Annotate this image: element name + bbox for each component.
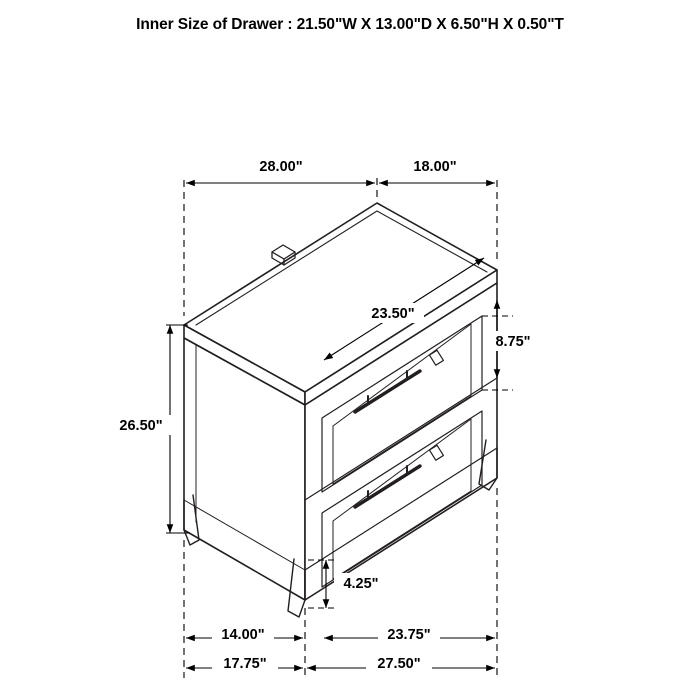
nightstand-illustration bbox=[184, 203, 497, 617]
label-base-front-right: 23.75" bbox=[387, 627, 431, 643]
page-title: Inner Size of Drawer : 21.50"W X 13.00"D X 6.50"H X 0.50"T bbox=[136, 16, 564, 33]
label-leg-height: 4.25" bbox=[343, 576, 379, 592]
label-top-left-width: 28.00" bbox=[259, 159, 303, 175]
label-upper-drawer-height: 8.75" bbox=[495, 334, 531, 350]
label-bottom-right-span: 27.50" bbox=[377, 656, 421, 672]
label-overall-height: 26.50" bbox=[119, 418, 163, 434]
label-bottom-left-span: 17.75" bbox=[223, 656, 267, 672]
label-top-diagonal: 23.50" bbox=[371, 306, 415, 322]
label-base-front-left: 14.00" bbox=[221, 627, 265, 643]
label-top-right-depth: 18.00" bbox=[413, 159, 457, 175]
